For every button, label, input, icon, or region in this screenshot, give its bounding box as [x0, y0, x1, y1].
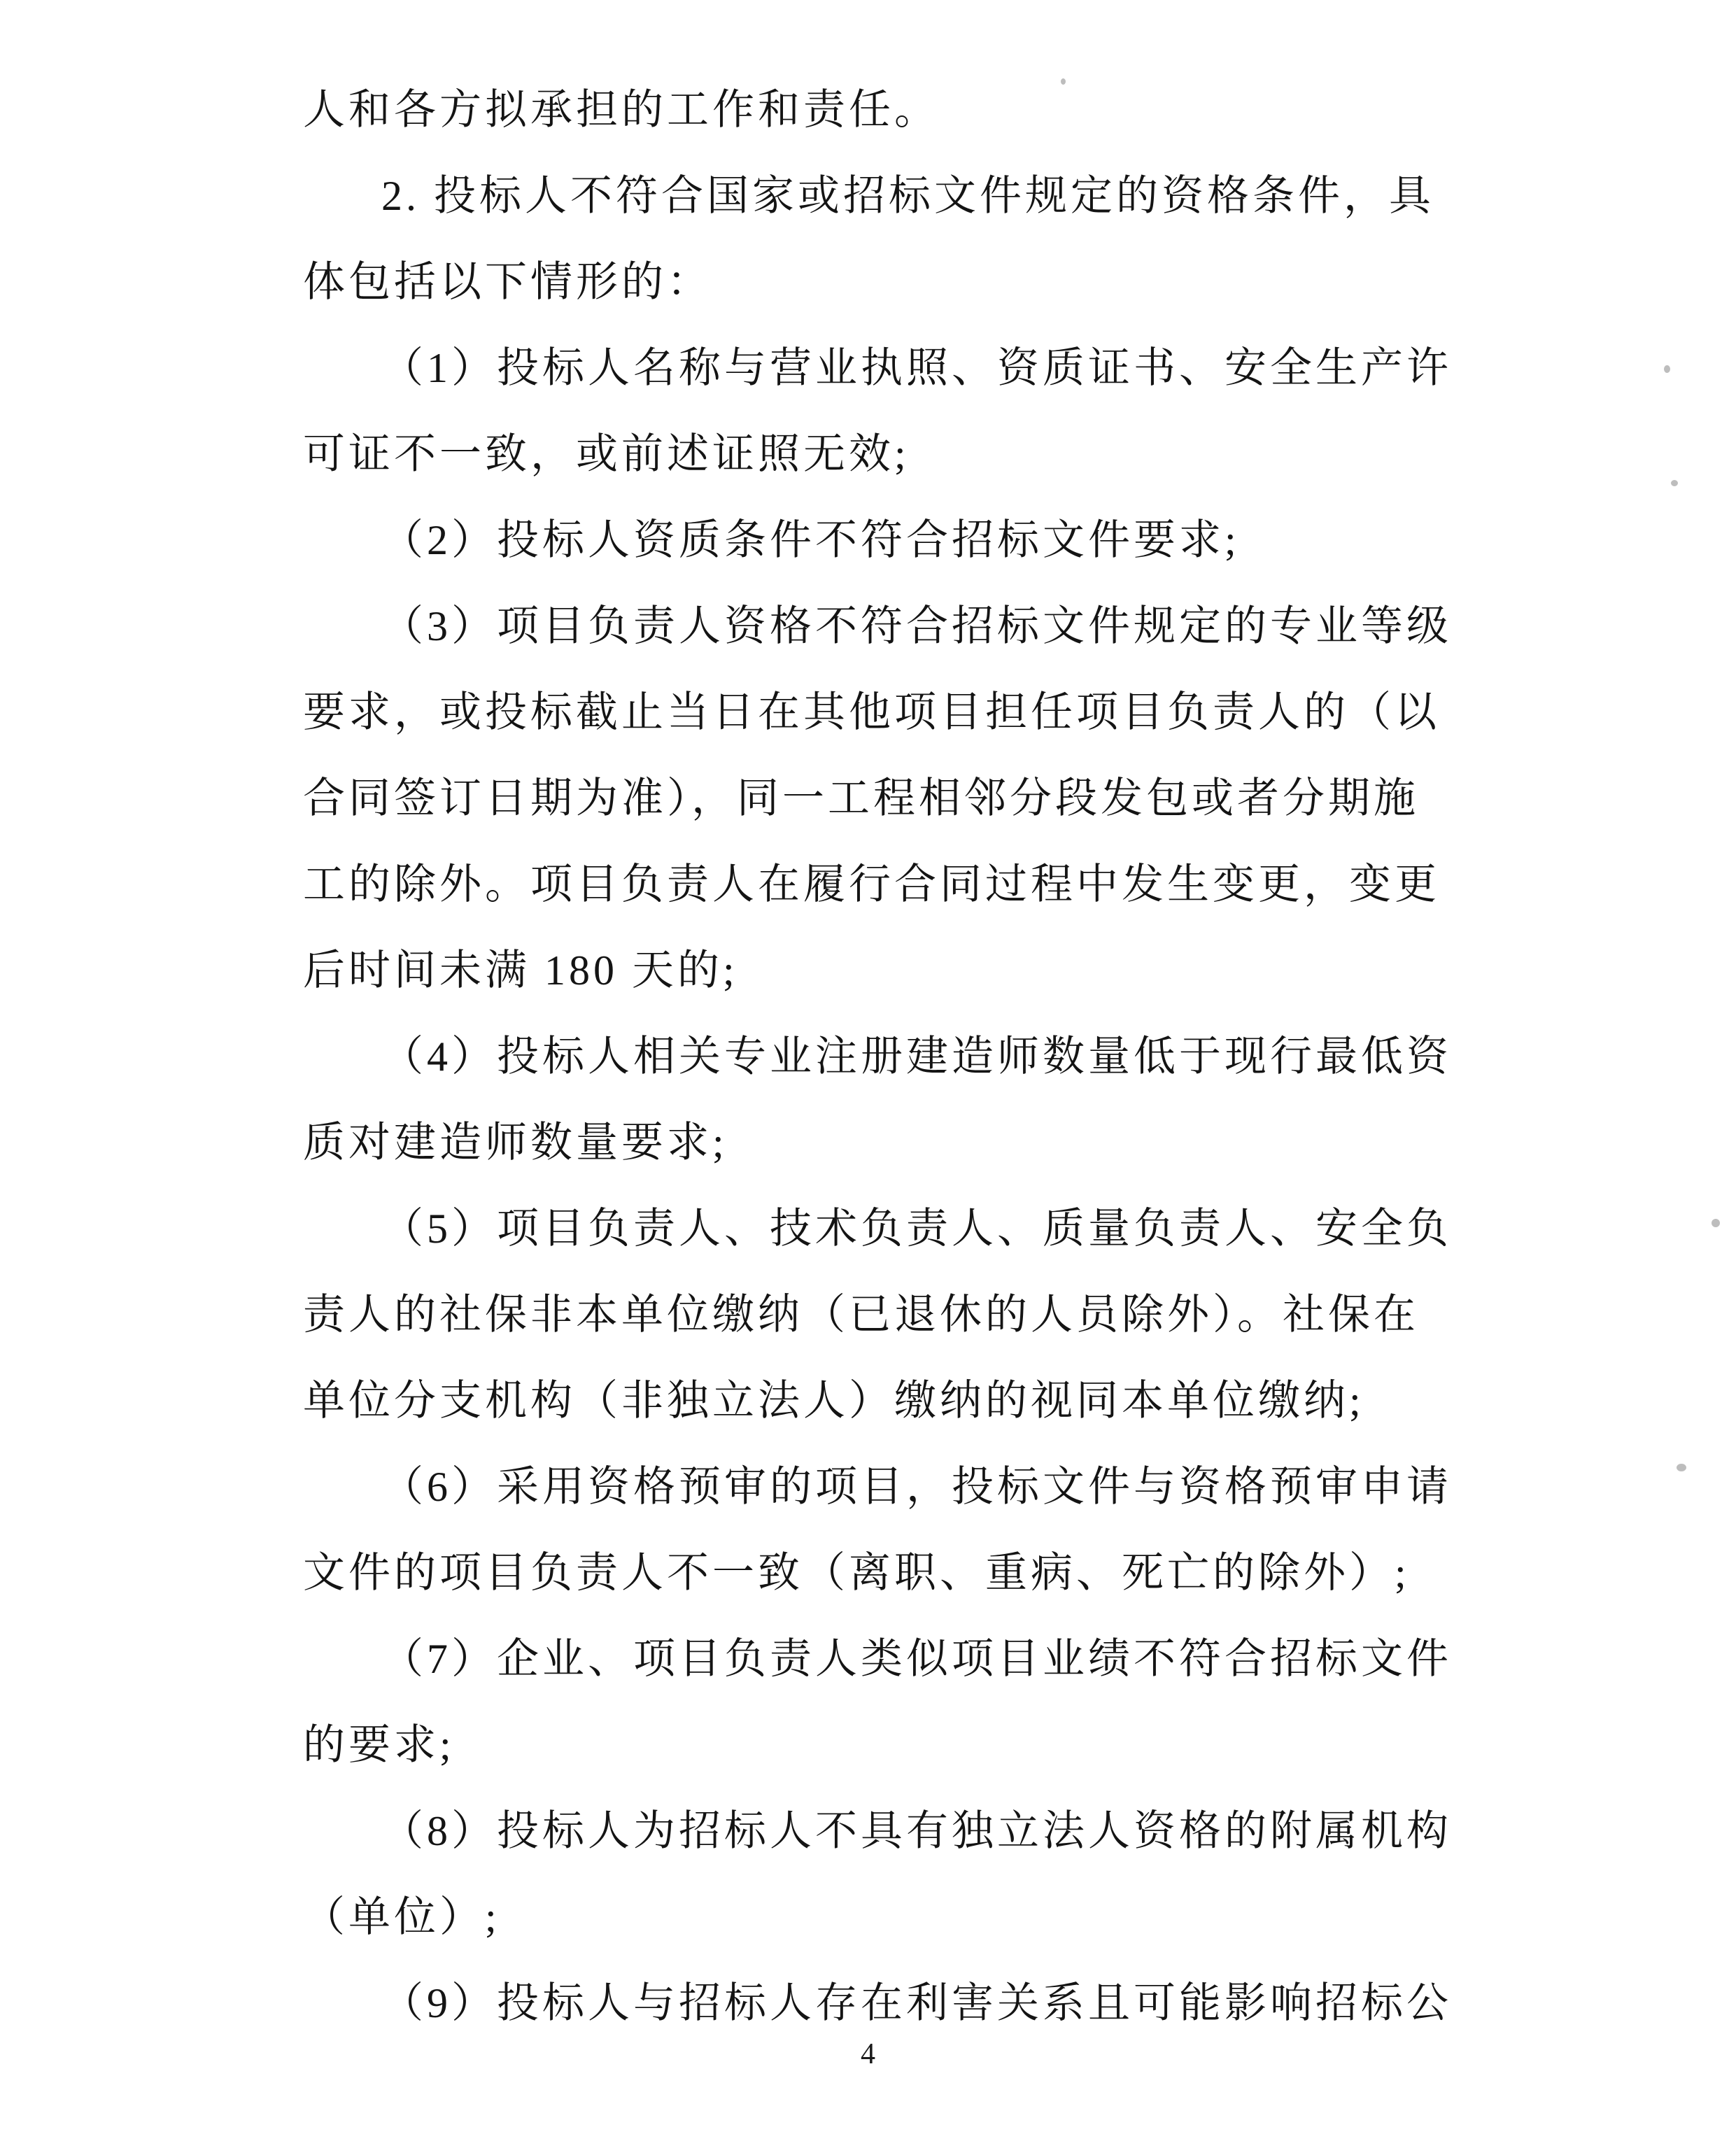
text-line: 可证不一致，或前述证照无效; — [303, 431, 910, 477]
text-line: （单位）; — [303, 1894, 500, 1940]
text-line: 后时间未满 180 天的; — [303, 947, 738, 994]
text-line: （8）投标人为招标人不具有独立法人资格的附属机构 — [381, 1808, 1452, 1854]
text-line: 要求，或投标截止当日在其他项目担任项目负责人的（以 — [303, 689, 1440, 735]
scan-artifact — [1671, 480, 1678, 486]
text-line: （1）投标人名称与营业执照、资质证书、安全生产许 — [381, 345, 1452, 391]
text-line: 人和各方拟承担的工作和责任。 — [303, 87, 940, 133]
text-line: （3）项目负责人资格不符合招标文件规定的专业等级 — [381, 603, 1452, 649]
text-line: 工的除外。项目负责人在履行合同过程中发生变更，变更 — [303, 861, 1440, 907]
text-line: 体包括以下情形的： — [303, 259, 712, 305]
page-number: 4 — [861, 2038, 875, 2070]
scan-artifact — [1061, 78, 1066, 85]
text-line: （6）采用资格预审的项目，投标文件与资格预审申请 — [381, 1464, 1452, 1510]
text-line: （2）投标人资质条件不符合招标文件要求; — [381, 517, 1240, 563]
text-line: （4）投标人相关专业注册建造师数量低于现行最低资 — [381, 1033, 1452, 1080]
text-line: 的要求; — [303, 1722, 455, 1768]
text-line: 责人的社保非本单位缴纳（已退休的人员除外）。社保在 — [303, 1292, 1419, 1338]
text-line: （7）企业、项目负责人类似项目业绩不符合招标文件 — [381, 1636, 1452, 1682]
text-line: 质对建造师数量要求; — [303, 1119, 728, 1166]
text-line: 2. 投标人不符合国家或招标文件规定的资格条件，具 — [381, 173, 1434, 219]
text-line: 合同签订日期为准），同一工程相邻分段发包或者分期施 — [303, 775, 1419, 821]
text-line: （5）项目负责人、技术负责人、质量负责人、安全负 — [381, 1206, 1452, 1252]
text-line: （9）投标人与招标人存在利害关系且可能影响招标公 — [381, 1980, 1452, 2026]
document-body — [303, 67, 1452, 2047]
scan-artifact — [1712, 1219, 1720, 1227]
scan-artifact — [1677, 1464, 1686, 1471]
text-line: 单位分支机构（非独立法人）缴纳的视同本单位缴纳; — [303, 1378, 1364, 1424]
scan-artifact — [1664, 365, 1670, 373]
text-line: 文件的项目负责人不一致（离职、重病、死亡的除外）; — [303, 1550, 1410, 1596]
